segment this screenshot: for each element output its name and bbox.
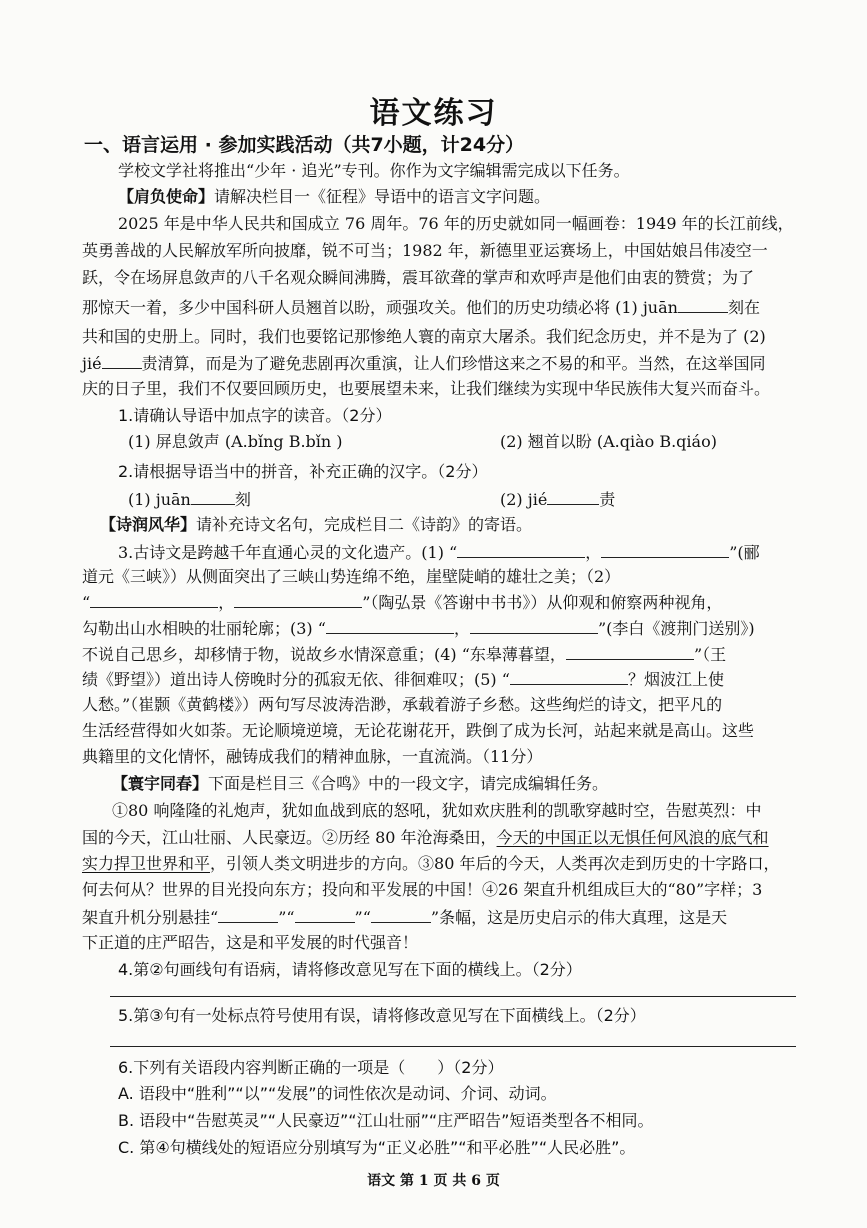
answer-blank[interactable]: [678, 296, 728, 313]
q2-item-1: (1) juān 刻: [128, 490, 251, 509]
answer-line[interactable]: [110, 996, 796, 997]
passage-text: 刻在: [727, 298, 760, 317]
task3-line: [112, 773, 608, 795]
q1-stem: 1.请确认导语中加点字的读音。（2分）: [118, 406, 392, 425]
answer-blank[interactable]: [102, 352, 142, 369]
answer-blank[interactable]: [295, 906, 355, 923]
passage-line: 跃，令在场屏息敛声的八千名观众瞬间沸腾，震耳欲聋的掌声和欢呼声是他们由衷的赞赏；为了: [82, 268, 755, 287]
q3-line: 勾勒出山水相映的壮丽轮廓；(3) “ ， ”(李白《渡荆门送别》): [82, 619, 755, 638]
task3-tag: 【寰宇同春】: [112, 774, 209, 793]
task3-para-line: 实力捍卫世界和平，引领人类文明进步的方向。③80 年后的今天，人类再次走到历史的十字路口，: [82, 854, 780, 873]
task2-tag: 【诗润风华】: [100, 515, 197, 534]
passage-line: 共和国的史册上。同时，我们也要铭记那惨绝人寰的南京大屠杀。我们纪念历史，并不是为了 (2): [82, 327, 766, 346]
task3-desc: 下面是栏目三《合鸣》中的一段文字，请完成编辑任务。: [208, 774, 609, 793]
task3-para-line: ①80 响隆隆的礼炮声，犹如血战到底的怒吼，犹如欢庆胜利的凯歌穿越时空，告慰英烈：中: [112, 801, 762, 820]
q3-line: 道元《三峡》）从侧面突出了三峡山势连绵不绝，崖壁陡峭的雄壮之美；（2）: [82, 567, 621, 586]
q6-option-a[interactable]: A. 语段中“胜利”“以”“发展”的词性依次是动词、介词、动词。: [118, 1084, 557, 1103]
q3-line: 绩《野望》）道出诗人傍晚时分的孤寂无依、徘徊难叹；(5) “ ？烟波江上使: [82, 670, 724, 689]
task2-desc: 请补充诗文名句，完成栏目二《诗韵》的寄语。: [196, 515, 533, 534]
underlined-sentence: 实力捍卫世界和平: [82, 854, 211, 873]
passage-text: 那惊天一着，多少中国科研人员翘首以盼，顽强攻关。他们的历史功绩必将 (1) juān: [82, 298, 678, 317]
answer-blank[interactable]: [601, 541, 729, 558]
page-footer: 语文 第 1 页 共 6 页: [367, 1173, 500, 1189]
q3-line: 3.古诗文是跨越千年直通心灵的文化遗产。(1) “ ， ”(郦: [118, 543, 760, 562]
q2-stem: 2.请根据导语当中的拼音，补充正确的汉字。（2分）: [118, 462, 488, 481]
passage-line: 2025 年是中华人民共和国成立 76 周年。76 年的历史就如同一幅画卷：1949 年的长江前线，: [118, 214, 794, 233]
passage-line: 英勇善战的人民解放军所向披靡，锐不可当；1982 年，新德里亚运赛场上，中国姑娘吕伟凌空一: [82, 241, 768, 260]
passage-line: [82, 352, 766, 375]
passage-text: jié: [82, 354, 102, 373]
q6-option-b[interactable]: B. 语段中“告慰英灵”“人民豪迈”“江山壮丽”“庄严昭告”短语类型各不相同。: [118, 1111, 654, 1130]
task1-line: [118, 186, 550, 208]
answer-blank[interactable]: [218, 906, 278, 923]
answer-blank[interactable]: [510, 668, 628, 685]
answer-blank[interactable]: [191, 488, 235, 505]
answer-blank[interactable]: [547, 488, 599, 505]
q5-stem: 5.第③句有一处标点符号使用有误，请将修改意见写在下面横线上。（2分）: [118, 1006, 646, 1025]
answer-blank[interactable]: [470, 617, 598, 634]
q3-line: 典籍里的文化情怀，融铸成我们的精神血脉，一直流淌。（11分）: [82, 747, 543, 766]
q6-option-c[interactable]: C. 第④句横线处的短语应分别填写为“正义必胜”“和平必胜”“人民必胜”。: [118, 1138, 636, 1157]
section-heading: 一、语言运用 · 参加实践活动（共7小题，计24分）: [84, 134, 525, 156]
task3-para-line: 国的今天，江山壮丽、人民豪迈。②历经 80 年沧海桑田，今天的中国正以无惧任何风浪的底气和: [82, 828, 769, 847]
intro-text: 学校文学社将推出“少年 · 追光”专刊。你作为文字编辑需完成以下任务。: [118, 161, 630, 180]
task2-line: [100, 514, 532, 536]
answer-blank[interactable]: [234, 591, 362, 608]
answer-blank[interactable]: [90, 591, 218, 608]
passage-line: [82, 296, 760, 319]
task1-desc: 请解决栏目一《征程》导语中的语言文字问题。: [214, 187, 551, 206]
q3-line: 不说自己思乡，却移情于物，说故乡水情深意重；(4) “东皋薄暮望， ”（王: [82, 645, 727, 664]
task3-para-line: 下正道的庄严昭告，这是和平发展的时代强音！: [82, 933, 419, 952]
answer-blank[interactable]: [371, 906, 431, 923]
answer-blank[interactable]: [566, 643, 694, 660]
q3-line: 人愁。”（崔颢《黄鹤楼》）两句写尽波涛浩渺，承载着游子乡愁。这些绚烂的诗文，把平凡的: [82, 695, 723, 714]
task3-para-line: 何去何从？世界的目光投向东方；投向和平发展的中国！④26 架直升机组成巨大的“80”字样；3: [82, 880, 763, 899]
passage-text: 责清算，而是为了避免悲剧再次重演，让人们珍惜这来之不易的和平。当然，在这举国同: [141, 354, 766, 373]
passage-line: 庆的日子里，我们不仅要回顾历史，也要展望未来，让我们继续为实现中华民族伟大复兴而奋斗。: [82, 379, 771, 398]
underlined-sentence: 今天的中国正以无惧任何风浪的底气和: [496, 828, 769, 847]
q3-line: “ ， ”（陶弘景《答谢中书书》）从仰观和俯察两种视角，: [82, 593, 723, 612]
q6-stem: 6.下列有关语段内容判断正确的一项是（ ）（2分）: [118, 1058, 504, 1077]
answer-blank[interactable]: [326, 617, 454, 634]
q1-option-1: (1) 屏息敛声 (A.bǐng B.bǐn ): [128, 432, 343, 451]
task3-para-line: 架直升机分别悬挂“ ”“ ”“ ”条幅，这是历史启示的伟大真理，这是天: [82, 908, 728, 927]
q2-item-2: (2) jié 责: [500, 490, 616, 509]
answer-blank[interactable]: [457, 541, 585, 558]
q1-option-2: (2) 翘首以盼 (A.qiào B.qiáo): [500, 432, 717, 451]
task1-tag: 【肩负使命】: [118, 187, 215, 206]
answer-line[interactable]: [110, 1046, 796, 1047]
q3-line: 生活经营得如火如荼。无论顺境逆境，无论花谢花开，跌倒了成为长河，站起来就是高山。这些: [82, 721, 755, 740]
page-title: 语文练习: [369, 96, 498, 131]
q4-stem: 4.第②句画线句有语病，请将修改意见写在下面的横线上。（2分）: [118, 960, 582, 979]
